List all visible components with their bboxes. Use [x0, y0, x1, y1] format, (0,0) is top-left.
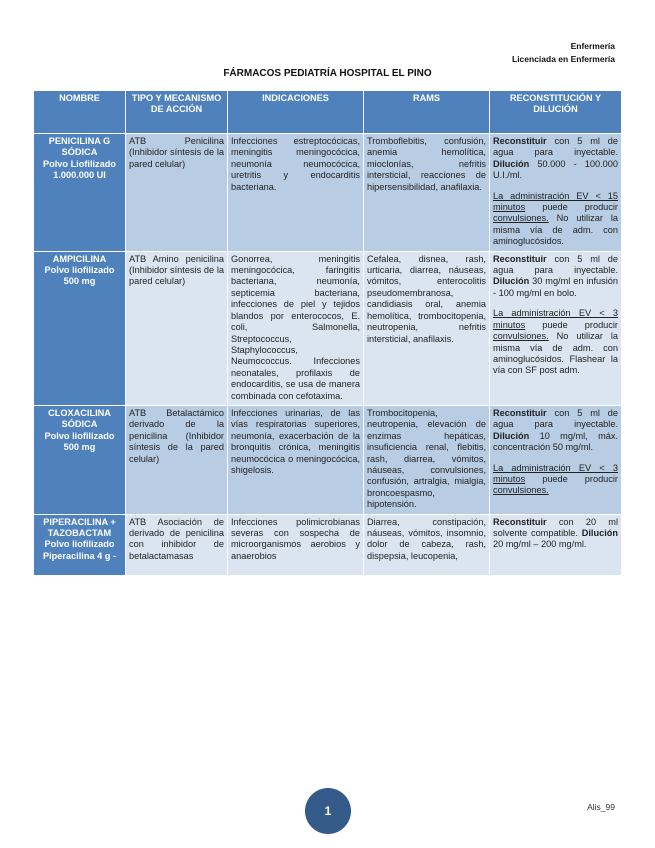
- dilution-label: Dilución: [493, 430, 530, 441]
- dilution-label: Dilución: [581, 528, 618, 538]
- dilution-text: 30 mg/ml en infusión - 100 mg/ml en bolo.: [493, 276, 618, 298]
- drug-name-cell: [34, 405, 126, 514]
- tipo-text: ATB Asociación de derivado de penicilina con inhibidor de betalactamasas: [129, 516, 224, 561]
- drug-name-line: Piperacilina 4 g -: [42, 550, 116, 561]
- reconstitucion-cell: [490, 134, 622, 252]
- recon-label: Reconstituir: [493, 516, 547, 527]
- drug-table: [33, 90, 622, 576]
- rams-cell: [364, 514, 490, 575]
- dilution-label: Dilución: [493, 158, 530, 169]
- admin-mid: puede producir: [525, 202, 618, 213]
- rams-cell: Trombocitopenia, neutropenia, elevación de enzimas hepáticas, insuficiencia renal, flebitis, rash, diarrea, vómitos, náuseas, convulsiones, confusión, artralgia, mialgia, broncoespasmo, hipotensión.: [364, 405, 490, 514]
- admin-warning-effect: convulsiones.: [493, 331, 549, 342]
- table-row: [34, 514, 622, 575]
- drug-name-line: 1.000.000 UI: [53, 170, 106, 181]
- drug-name-cell: [34, 251, 126, 405]
- table-row: [34, 134, 622, 252]
- drug-name-line: TAZOBACTAM: [47, 528, 112, 538]
- recon-label: Reconstituir: [493, 253, 547, 264]
- drug-name-line: PENICILINA G: [48, 136, 111, 146]
- tipo-cell: ATB Penicilina (Inhibidor síntesis de la pared celular): [126, 134, 228, 252]
- reconstitucion-cell: [490, 514, 622, 575]
- rams-cell: Cefalea, disnea, rash, urticaria, diarrea, náuseas, vómitos, enterocolitis pseudomembranosa, candidiasis oral, anemia hemolítica, trombocitopenia, neutropenia, nefritis intersticial, anafilaxis.: [364, 251, 490, 405]
- header-line-1: Enfermería: [570, 41, 615, 51]
- column-header-reconstitucion: RECONSTITUCIÓN Y DILUCIÓN: [490, 91, 622, 134]
- admin-warning: La administración EV < 15 minutos: [493, 190, 618, 213]
- tipo-cell: ATB Amino penicilina (Inhibidor síntesis de la pared celular): [126, 251, 228, 405]
- column-header-indicaciones: INDICACIONES: [228, 91, 364, 134]
- column-header-tipo: TIPO Y MECANISMO DE ACCIÓN: [126, 91, 228, 134]
- drug-name-line: Polvo liofilizado: [44, 539, 115, 550]
- admin-tail: No utilizar la misma vía de adm. con aminoglucósidos.: [493, 213, 618, 247]
- admin-warning: La administración EV < 3 minutos: [493, 462, 618, 484]
- drug-name-line: SÓDICA: [61, 147, 98, 158]
- indicaciones-cell: Infecciones estreptocócicas, meningitis meningocócica, neumonía neumocócica, uretritis y endocarditis bacteriana.: [228, 134, 364, 252]
- page-number: 1: [324, 804, 332, 818]
- tipo-cell: [126, 514, 228, 575]
- indicaciones-cell: [228, 514, 364, 575]
- recon-text: con 20 ml solvente compatible.: [493, 516, 618, 538]
- admin-mid: puede producir: [525, 319, 618, 330]
- recon-label: Reconstituir: [493, 407, 547, 418]
- drug-name-line: CLOXACILINA: [48, 407, 111, 418]
- drug-name-line: Polvo Liofilizado: [43, 158, 116, 169]
- admin-warning-effect: convulsiones.: [493, 213, 549, 224]
- drug-name-line: 500 mg: [63, 442, 96, 453]
- dilution-text: 10 mg/ml, máx. concentración 50 mg/ml.: [493, 430, 618, 453]
- column-header-rams: RAMS: [364, 91, 490, 134]
- dilution-label: Dilución: [493, 276, 530, 287]
- page-number-badge: [305, 788, 351, 834]
- author-signature: Alis_99: [587, 802, 615, 812]
- document-header: [512, 40, 615, 66]
- admin-tail: No utilizar la misma vía de adm. con aminoglucósidos. Flashear la vía con SF post adm.: [493, 331, 618, 376]
- indicaciones-cell: Infecciones urinarias, de las vías respiratorias superiores, neumonía, exacerbación de la bronquitis crónica, meningitis neumocócica o meningocócica, shigelosis.: [228, 405, 364, 514]
- admin-mid: puede producir: [525, 473, 618, 484]
- reconstitucion-cell: [490, 405, 622, 514]
- drug-name-line: Polvo liofilizado: [44, 430, 115, 441]
- drug-name-line: 500 mg: [63, 276, 96, 287]
- admin-warning: La administración EV < 3 minutos: [493, 308, 618, 330]
- drug-name-line: SÓDICA: [61, 419, 98, 430]
- dilution-text: 20 mg/ml – 200 mg/ml.: [493, 539, 587, 550]
- table-header-row: [34, 91, 622, 134]
- recon-text: con 5 ml de agua para inyectable.: [493, 253, 618, 276]
- column-header-nombre: NOMBRE: [34, 91, 126, 134]
- rams-text: Diarrea, constipación, náuseas, vómitos, insomnio, dolor de cabeza, rash, dispepsia, leucopenia,: [367, 516, 486, 561]
- indicaciones-cell: Gonorrea, meningitis meningocócica, faringitis bacteriana, neumonía, septicemia bacteriana, infecciones de piel y tejidos blandos por enterococos, E. coli, Salmonella, Streptococcus, Staphylococcus, Neumococcus. Infecciones neonatales, profilaxis de endocarditis, se usa de manera combinada con cefotaxima.: [228, 251, 364, 405]
- drug-name-line: AMPICILINA: [52, 253, 107, 264]
- recon-text: con 5 ml de agua para inyectable.: [493, 136, 618, 158]
- tipo-cell: ATB Betalactámico derivado de la penicilina (Inhibidor síntesis de la pared celular): [126, 405, 228, 514]
- drug-name-cell: [34, 514, 126, 575]
- indicaciones-text: Infecciones polimicrobianas severas con sospecha de microorganismos aerobios y anaerobios: [231, 516, 360, 561]
- table-row: [34, 251, 622, 405]
- header-line-2: Licenciada en Enfermería: [512, 54, 615, 64]
- document-title: FÁRMACOS PEDIATRÍA HOSPITAL EL PINO: [223, 68, 432, 79]
- recon-text: con 5 ml de agua para inyectable.: [493, 407, 618, 430]
- table-row: [34, 405, 622, 514]
- drug-name-line: Polvo liofilizado: [44, 265, 115, 276]
- admin-warning-effect: convulsiones.: [493, 485, 549, 496]
- dilution-text: 50.000 - 100.000 U.I./ml.: [493, 158, 618, 181]
- drug-name-line: PIPERACILINA +: [43, 516, 116, 527]
- rams-cell: Tromboflebitis, confusión, anemia hemolítica, mioclonías, nefritis intersticial, reacciones de hipersensibilidad, anafilaxia.: [364, 134, 490, 252]
- recon-label: Reconstituir: [493, 136, 547, 146]
- drug-name-cell: [34, 134, 126, 252]
- reconstitucion-cell: [490, 251, 622, 405]
